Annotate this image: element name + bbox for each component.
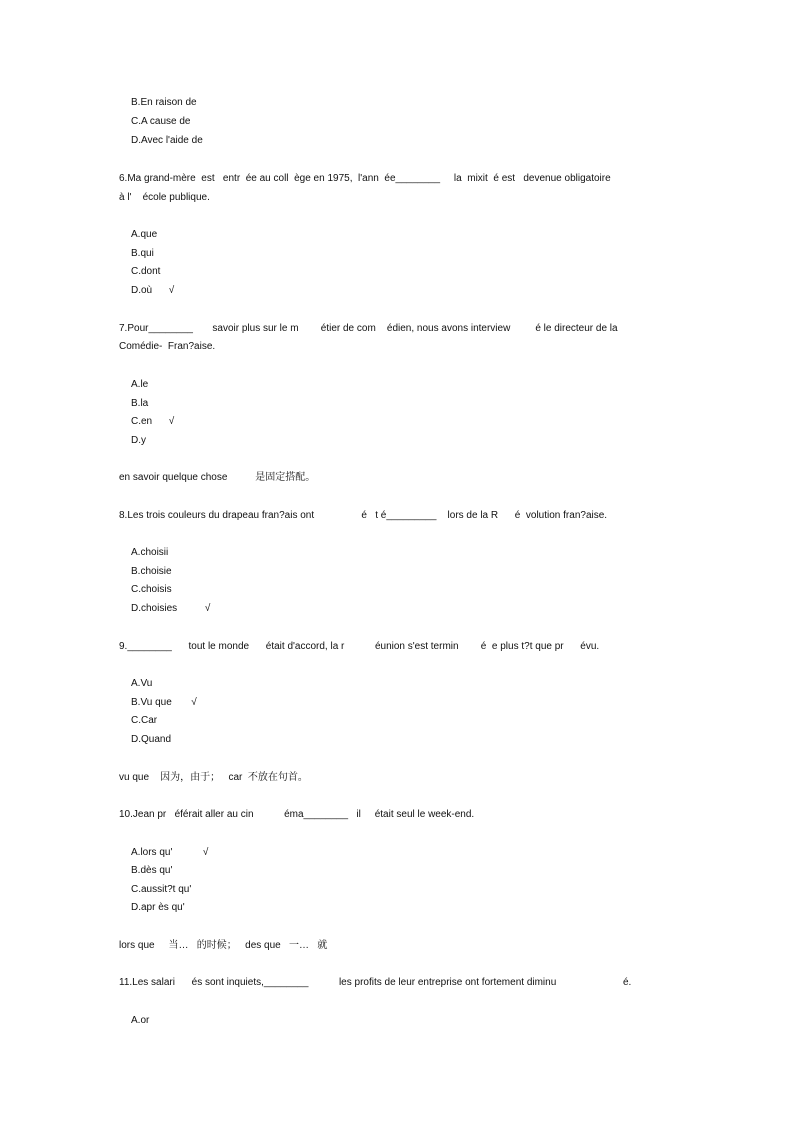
question-7-note: en savoir quelque chose 是固定搭配。 (119, 472, 316, 483)
option-a: A.choisii (131, 547, 169, 558)
question-10-text: 10.Jean pr éférait aller au cin éma________ il était seul le week-end. (119, 809, 475, 820)
option-b: B.Vu que √ (131, 697, 197, 708)
option-d: D.Quand (131, 734, 172, 745)
option-b: B.la (131, 398, 149, 409)
question-9-text: 9.________ tout le monde était d'accord, la r éunion s'est termin é e plus t?t que pr évu. (119, 641, 600, 652)
option-b: B.choisie (131, 566, 172, 577)
option-a: A.lors qu' √ (131, 847, 209, 858)
option-d: D.y (131, 435, 146, 446)
question-6-text-continued: à l' école publique. (119, 192, 210, 203)
question-7-text: 7.Pour________ savoir plus sur le m étier de com édien, nous avons interview é le directeur de la (119, 323, 618, 334)
option-d: D.choisies √ (131, 603, 211, 614)
option-b: B.En raison de (131, 97, 197, 108)
option-c: C.Car (131, 715, 158, 726)
option-a: A.Vu (131, 678, 153, 689)
question-9-note: vu que 因为，由于； car 不放在句首。 (119, 772, 308, 783)
option-b: B.dès qu' (131, 865, 173, 876)
option-c: C.dont (131, 266, 161, 277)
option-d: D.Avec l'aide de (131, 135, 203, 146)
option-a: A.or (131, 1015, 150, 1026)
question-7-text-continued: Comédie- Fran?aise. (119, 341, 216, 352)
question-11-text: 11.Les salari és sont inquiets,________ les profits de leur entreprise ont fortement diminu é. (119, 977, 632, 988)
question-6-text: 6.Ma grand-mère est entr ée au coll ège en 1975, l'ann ée________ la mixit é est devenue obligatoire (119, 173, 611, 184)
question-10-note: lors que 当… 的时候； des que 一… 就 (119, 940, 328, 951)
option-c: C.aussit?t qu' (131, 884, 192, 895)
question-8-text: 8.Les trois couleurs du drapeau fran?ais ont é t é_________ lors de la R é volution fran?aise. (119, 510, 608, 521)
option-a: A.le (131, 379, 149, 390)
option-c: C.choisis (131, 584, 172, 595)
option-d: D.apr ès qu' (131, 902, 185, 913)
option-a: A.que (131, 229, 158, 240)
option-c: C.A cause de (131, 116, 191, 127)
option-b: B.qui (131, 248, 154, 259)
option-c: C.en √ (131, 416, 175, 427)
option-d: D.où √ (131, 285, 175, 296)
